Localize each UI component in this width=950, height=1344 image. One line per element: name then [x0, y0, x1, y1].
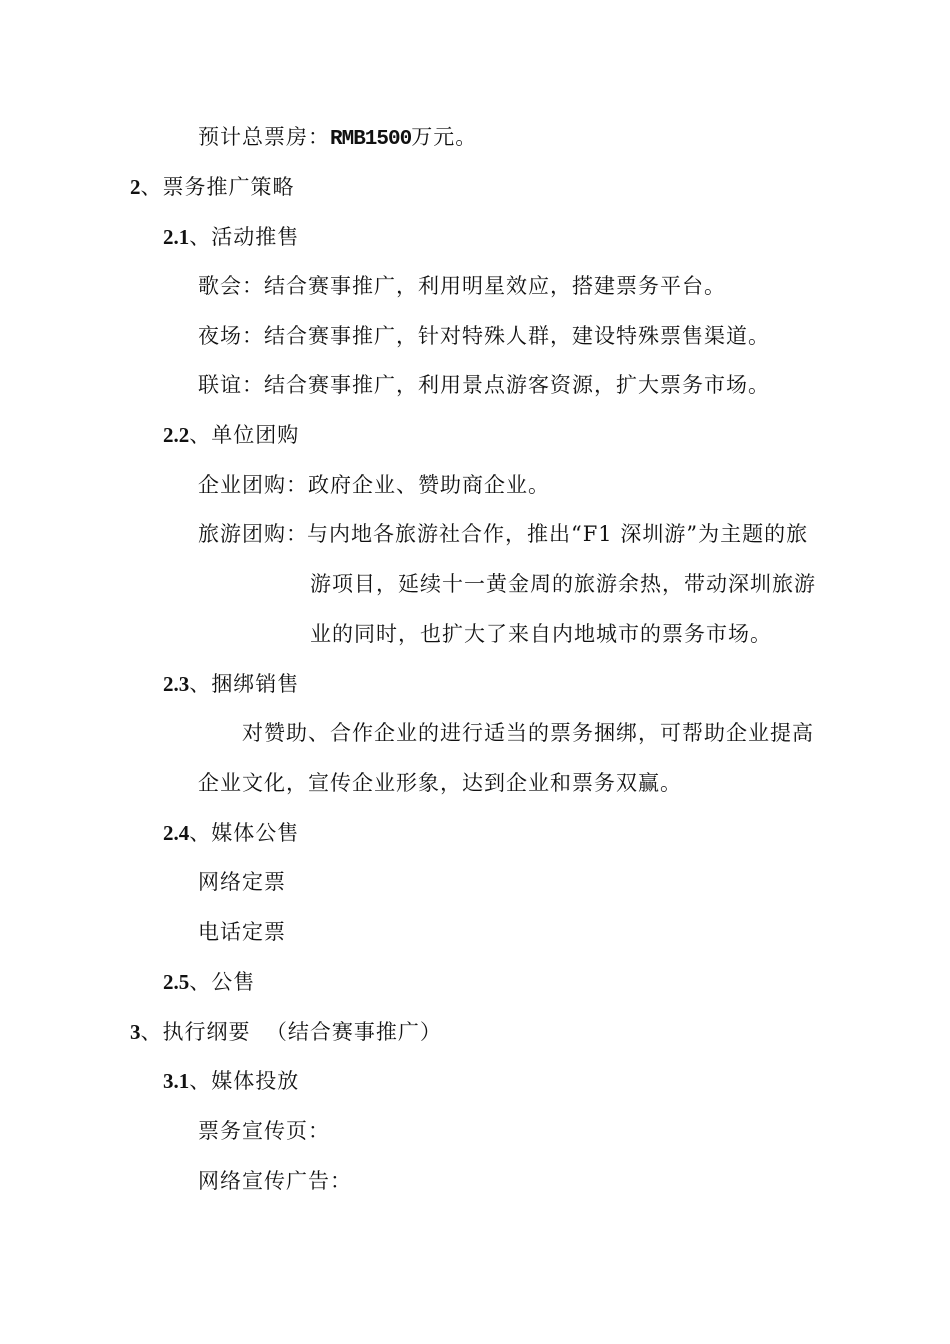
subsection-3-1-heading — [163, 1067, 299, 1095]
activity-item-social: 联谊：结合赛事推广，利用景点游客资源，扩大票务市场。 — [198, 373, 770, 397]
subsection-2-1-heading — [163, 223, 299, 251]
bundle-sales-line-1: 对赞助、合作企业的进行适当的票务捆绑，可帮助企业提高 — [242, 721, 814, 745]
corporate-group-purchase: 企业团购：政府企业、赞助商企业。 — [198, 473, 550, 497]
section-2-heading — [130, 173, 295, 201]
subsection-2-2-heading — [163, 421, 299, 449]
section-title: 、票务推广策略 — [140, 175, 295, 199]
subsection-2-4-heading — [163, 819, 299, 847]
box-office-line — [198, 123, 477, 154]
box-office-unit: 万元。 — [411, 125, 478, 149]
subsection-number: 3.1 — [163, 1069, 190, 1093]
travel-group-line-3: 业的同时，也扩大了来自内地城市的票务市场。 — [310, 622, 772, 646]
subsection-title: 、活动推售 — [189, 225, 300, 249]
travel-group-line-1: 与内地各旅游社合作，推出“F1 深圳游”为主题的旅 — [307, 522, 809, 546]
box-office-amount: RMB1500 — [330, 128, 412, 151]
subsection-title: 、捆绑销售 — [189, 672, 300, 696]
subsection-title: 、媒体投放 — [189, 1069, 300, 1093]
media-placement-item-online-ad: 网络宣传广告： — [198, 1169, 352, 1193]
box-office-label: 预计总票房： — [198, 125, 330, 149]
subsection-number: 2.4 — [163, 821, 190, 845]
bundle-sales-line-2: 企业文化，宣传企业形象，达到企业和票务双赢。 — [198, 771, 682, 795]
travel-group-purchase-label: 旅游团购： — [198, 522, 308, 546]
media-item-online: 网络定票 — [198, 870, 286, 894]
subsection-number: 2.1 — [163, 225, 190, 249]
subsection-number: 2.2 — [163, 423, 190, 447]
subsection-number: 2.5 — [163, 970, 190, 994]
subsection-number: 2.3 — [163, 672, 190, 696]
subsection-title: 、公售 — [189, 970, 256, 994]
section-number: 2 — [130, 175, 141, 199]
media-item-phone: 电话定票 — [198, 920, 286, 944]
subsection-2-5-heading — [163, 968, 255, 996]
subsection-title: 、单位团购 — [189, 423, 300, 447]
activity-item-night: 夜场：结合赛事推广，针对特殊人群，建设特殊票售渠道。 — [198, 324, 770, 348]
subsection-title: 、媒体公售 — [189, 821, 300, 845]
travel-group-line-2: 游项目，延续十一黄金周的旅游余热，带动深圳旅游 — [310, 572, 816, 596]
section-number: 3 — [130, 1020, 141, 1044]
subsection-2-3-heading — [163, 670, 299, 698]
media-placement-item-flyer: 票务宣传页： — [198, 1119, 330, 1143]
activity-item-concert: 歌会：结合赛事推广，利用明星效应，搭建票务平台。 — [198, 274, 726, 298]
section-3-heading — [130, 1018, 442, 1046]
section-title: 、执行纲要 （结合赛事推广） — [140, 1020, 442, 1044]
